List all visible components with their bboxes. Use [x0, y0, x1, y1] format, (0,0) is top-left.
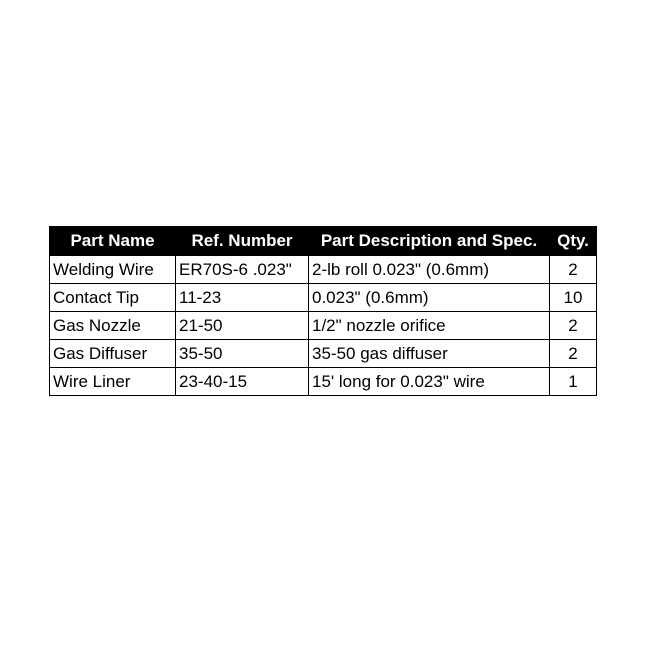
- cell-qty: 2: [550, 340, 597, 368]
- table-header: [50, 227, 597, 256]
- header-qty: Qty.: [550, 227, 597, 256]
- table-row: [50, 340, 597, 368]
- cell-ref-number: ER70S-6 .023": [176, 256, 309, 284]
- cell-part-name: Gas Nozzle: [50, 312, 176, 340]
- cell-qty: 2: [550, 312, 597, 340]
- cell-ref-number: 11-23: [176, 284, 309, 312]
- cell-ref-number: 21-50: [176, 312, 309, 340]
- table-row: [50, 256, 597, 284]
- parts-table: [49, 226, 597, 396]
- header-ref-number: Ref. Number: [176, 227, 309, 256]
- table-body: [50, 256, 597, 396]
- cell-description: 1/2" nozzle orifice: [309, 312, 550, 340]
- cell-description: 2-lb roll 0.023" (0.6mm): [309, 256, 550, 284]
- cell-part-name: Welding Wire: [50, 256, 176, 284]
- cell-part-name: Contact Tip: [50, 284, 176, 312]
- cell-description: 0.023" (0.6mm): [309, 284, 550, 312]
- cell-qty: 10: [550, 284, 597, 312]
- table-row: [50, 368, 597, 396]
- cell-qty: 1: [550, 368, 597, 396]
- cell-part-name: Gas Diffuser: [50, 340, 176, 368]
- cell-description: 35-50 gas diffuser: [309, 340, 550, 368]
- header-part-name: Part Name: [50, 227, 176, 256]
- cell-part-name: Wire Liner: [50, 368, 176, 396]
- table-row: [50, 284, 597, 312]
- cell-ref-number: 23-40-15: [176, 368, 309, 396]
- table-row: [50, 312, 597, 340]
- cell-description: 15' long for 0.023" wire: [309, 368, 550, 396]
- cell-ref-number: 35-50: [176, 340, 309, 368]
- header-row: [50, 227, 597, 256]
- cell-qty: 2: [550, 256, 597, 284]
- header-part-description: Part Description and Spec.: [309, 227, 550, 256]
